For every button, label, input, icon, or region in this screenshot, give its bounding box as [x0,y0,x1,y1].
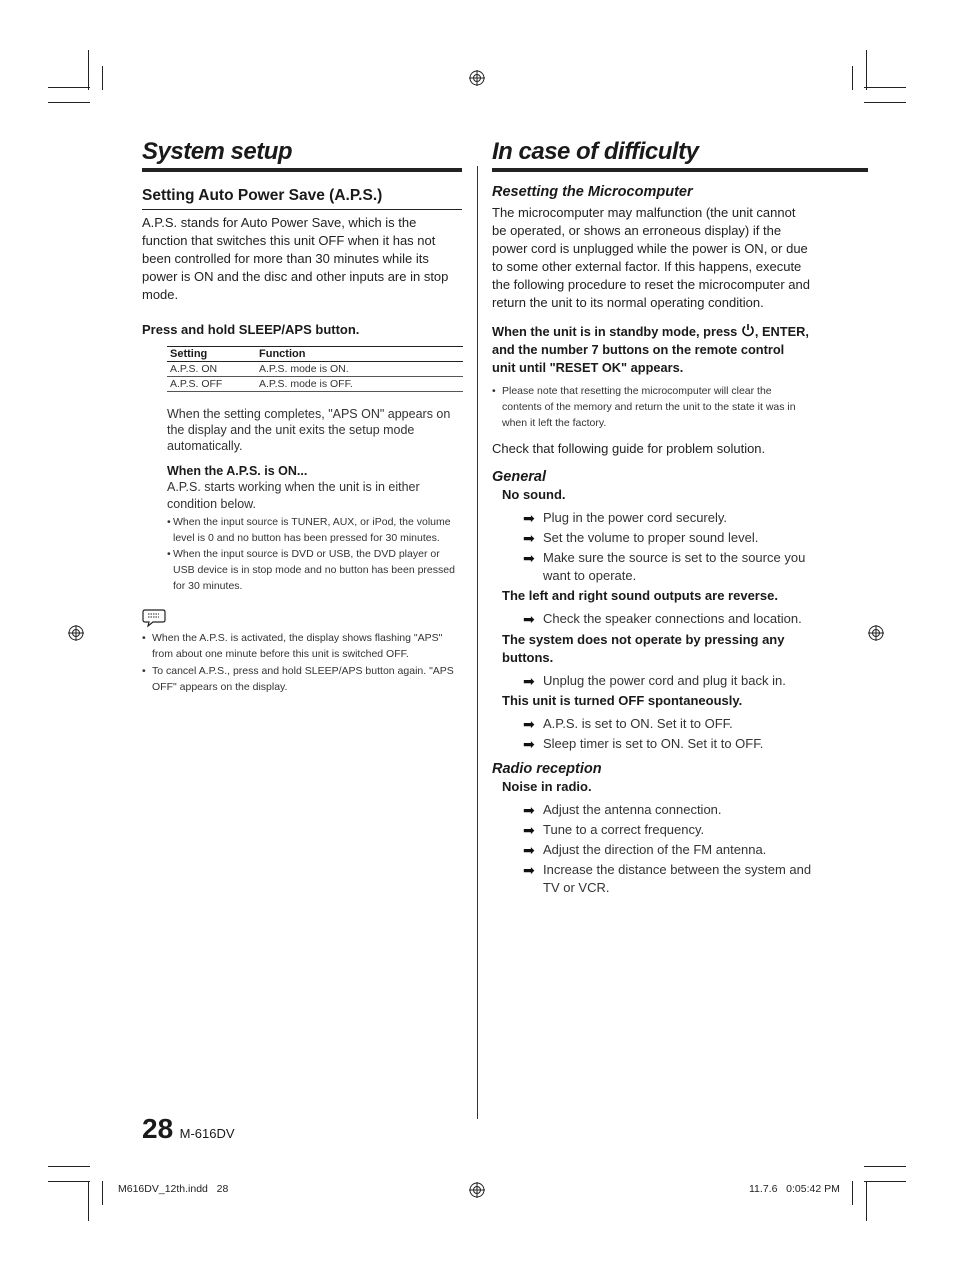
solutions-list [492,610,868,628]
solution-text: Tune to a correct frequency. [543,822,705,837]
aps-completion-text: When the setting completes, "APS ON" appears on the display and the unit exits the setup mode automatically. [167,407,451,453]
table-row [167,362,463,377]
list-item [142,630,462,662]
table-cell: A.P.S. mode is OFF. [256,377,463,392]
page-number: 28 [142,1113,174,1144]
crop-mark [102,1181,103,1205]
crop-mark [102,66,103,90]
arrow-right-icon: ➡ [523,510,535,526]
solution-text: Make sure the source is set to the source you want to operate. [543,550,806,583]
aps-on-text: A.P.S. starts working when the unit is in either condition below. [167,480,420,511]
solutions-list [492,509,868,585]
crosshair-registration-icon [469,1182,485,1198]
aps-conditions-list [167,514,462,594]
problem-reverse-output: The left and right sound outputs are reverse. [502,588,778,603]
list-item [492,715,868,733]
arrow-right-icon: ➡ [523,842,535,858]
crop-mark [88,1181,89,1221]
general-problems [492,486,868,753]
solution-text: Adjust the antenna connection. [543,802,722,817]
section-rule [492,168,868,172]
list-item [492,861,823,897]
list-item [492,672,868,690]
arrow-right-icon: ➡ [523,802,535,818]
crop-mark [48,1166,90,1167]
solutions-list [492,672,868,690]
table-cell: A.P.S. OFF [167,377,256,392]
solution-text: Adjust the direction of the FM antenna. [543,842,767,857]
bullet-icon: • [167,516,171,528]
subsection-title-aps: Setting Auto Power Save (A.P.S.) [142,187,383,204]
arrow-right-icon: ➡ [523,716,535,732]
problem-radio-noise: Noise in radio. [502,779,592,794]
arrow-right-icon: ➡ [523,736,535,752]
crop-mark [866,1181,867,1221]
solution-text: Plug in the power cord securely. [543,510,728,525]
reset-text: The microcomputer may malfunction (the unit cannot be operated, or shows an erroneous display) if the power cord is unplugged while the power is ON, or due to some other external factor. If this happens, execute the following procedure to reset the microcomputer and return the unit to its normal operating condition. [492,205,810,310]
crop-mark [866,50,867,90]
power-icon [741,323,755,337]
radio-problems [492,778,868,897]
list-item [167,514,462,546]
arrow-right-icon: ➡ [523,673,535,689]
subsection-rule [142,209,462,210]
bullet-icon: • [142,665,146,677]
crop-mark [88,50,89,90]
crop-mark [852,66,853,90]
model-name: M-616DV [179,1126,235,1141]
reset-note-text: Please note that resetting the microcomputer will clear the contents of the memory and return the unit to the state it was in when it left the factory. [502,385,796,429]
table-header-row [167,347,463,362]
general-heading: General [492,469,546,485]
crosshair-registration-icon [469,70,485,86]
print-timestamp: 11.7.6 0:05:42 PM [749,1183,840,1195]
check-guide-text: Check that following guide for problem solution. [492,441,766,456]
bullet-icon: • [492,385,496,397]
arrow-right-icon: ➡ [523,862,535,878]
left-column [142,138,462,695]
note-text: To cancel A.P.S., press and hold SLEEP/APS button again. "APS OFF" appears on the display. [152,665,454,693]
crop-mark [48,1181,90,1182]
reset-note-list [492,383,802,431]
aps-on-heading: When the A.P.S. is ON... [167,464,308,478]
table-cell: A.P.S. ON [167,362,256,377]
list-item [492,549,808,585]
crop-mark [48,102,90,103]
problem-turns-off: This unit is turned OFF spontaneously. [502,693,743,708]
radio-heading: Radio reception [492,761,602,777]
solution-text: Set the volume to proper sound level. [543,530,759,545]
section-title-system-setup: System setup [142,138,293,165]
file-info: M616DV_12th.indd 28 [118,1183,229,1195]
crosshair-registration-icon [68,625,84,641]
list-item [492,509,868,527]
reset-instruction-part-b: , ENTER, and the number 7 buttons on the remote control unit until "RESET OK" appears. [492,324,809,375]
problem-no-sound: No sound. [502,487,566,502]
crosshair-registration-icon [868,625,884,641]
bullet-icon: • [167,548,171,560]
table-cell: A.P.S. mode is ON. [256,362,463,377]
section-title-difficulty: In case of difficulty [492,138,699,165]
problem-buttons-unresponsive: The system does not operate by pressing any buttons. [502,632,785,665]
crop-mark [864,1166,906,1167]
arrow-right-icon: ➡ [523,611,535,627]
column-divider [477,166,478,1119]
crop-mark [48,87,90,88]
page-footer [142,1112,235,1146]
note-text: When the A.P.S. is activated, the display shows flashing "APS" from about one minute before this unit is switched OFF. [152,632,443,660]
list-item [492,735,868,753]
solution-text: A.P.S. is set to ON. Set it to OFF. [543,716,733,731]
solutions-list [492,801,868,897]
list-item [167,546,462,594]
table-header-function: Function [256,347,463,362]
aps-notes-list [142,630,462,695]
crop-mark [852,1181,853,1205]
arrow-right-icon: ➡ [523,530,535,546]
table-row [167,377,463,392]
solution-text: Increase the distance between the system and TV or VCR. [543,862,812,895]
reset-heading: Resetting the Microcomputer [492,184,693,200]
list-item [492,529,868,547]
crop-mark [864,102,906,103]
list-item [492,821,868,839]
condition-text: When the input source is DVD or USB, the DVD player or USB device is in stop mode and no button has been pressed for 30 minutes. [173,548,455,592]
arrow-right-icon: ➡ [523,822,535,838]
condition-text: When the input source is TUNER, AUX, or iPod, the volume level is 0 and no button has been pressed for 30 minutes. [173,516,451,544]
list-item [492,841,868,859]
solution-text: Check the speaker connections and location. [543,611,802,626]
solution-text: Unplug the power cord and plug it back in. [543,673,786,688]
list-item [492,383,802,431]
section-rule [142,168,462,172]
right-column [492,138,868,897]
solutions-list [492,715,868,753]
aps-instruction: Press and hold SLEEP/APS button. [142,322,360,337]
list-item [142,663,462,695]
crop-mark [864,1181,906,1182]
speech-bubble-icon [142,608,166,628]
aps-settings-table [167,346,463,392]
bullet-icon: • [142,632,146,644]
solution-text: Sleep timer is set to ON. Set it to OFF. [543,736,764,751]
table-header-setting: Setting [167,347,256,362]
aps-intro-text: A.P.S. stands for Auto Power Save, which is the function that switches this unit OFF when it has not been controlled for more than 30 minutes while its power is ON and the disc and other inputs are in stop mode. [142,215,449,302]
reset-instruction-part-a: When the unit is in standby mode, press [492,324,738,339]
reset-instruction [492,323,810,377]
arrow-right-icon: ➡ [523,550,535,566]
list-item [492,801,868,819]
list-item [492,610,868,628]
crop-mark [864,87,906,88]
